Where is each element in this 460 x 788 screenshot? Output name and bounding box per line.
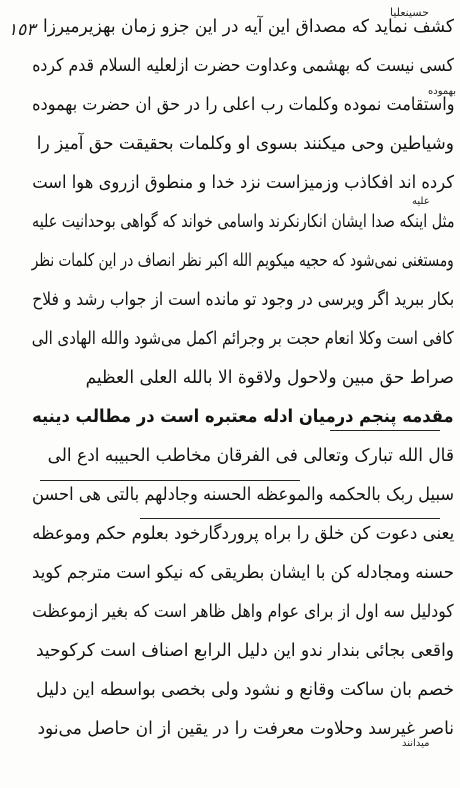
rubric-overline [330,430,440,431]
text-line: یعنی دعوت کن خلق را براه پروردگارخود بعلوم حکم وموعظه [31,523,454,545]
text-line: واستقامت نموده وکلمات رب اعلی را در حق ان حضرت بهموده [31,94,454,116]
text-line: وشیاطین وحی میکنند بسوی او وکلمات بحقیقت حق آمیز را [36,133,454,155]
text-line: واقعی بجائی بندار ندو این دلیل الرابع اصناف است کرکوحید [35,640,454,662]
section-heading-line: مقدمه پنجم درمیان ادله معتبره است در مطالب دینیه [32,406,454,428]
text-line: ومستغنی نمی‌شود که حجیه میکویم الله اکبر نظر انصاف در این کلمات نظر [32,250,454,272]
text-line: کافی است وکلا انعام حجت بر وجرائم اکمل می‌شود والله الهادی الی [31,328,454,350]
text-line: ناصر غیرسد وحلاوت معرفت را در یقین از ان حاصل می‌نود [37,718,454,740]
rubric-overline [140,518,440,519]
marginal-gloss: میدانند [402,738,430,749]
text-line: حسنه ومجادله کن با ایشان بطریقی که نیکو است مترجم کوید [32,562,454,584]
manuscript-text-block [28,8,457,749]
text-line: صراط حق مبین ولاحول ولاقوة الا بالله العلی العظیم [85,367,454,389]
page-number: ١٥٣ [8,20,36,40]
marginal-gloss: بهموده [428,86,457,97]
text-line: کرده اند افکاذب وزمیزاست نزد خدا و منطوق ازروی هوا است [32,172,454,194]
marginal-note-top: حسینعلیا [390,6,429,19]
text-line: خصم بان ساکت وقانع و نشود ولی بخصی بواسطه این دلیل [36,679,454,701]
text-line: بکار ببرید اگر ویرسی در وجود تو مانده است از جواب رشد و فلاح [31,289,454,311]
text-line: قال الله تبارک وتعالی فی الفرقان مخاطب الحبیبه ادع الی [47,445,454,467]
text-line: کسی نیست که بهشمی وعداوت حضرت ازلعلیه السلام قدم کرده [32,55,454,77]
text-line: کشف نماید که مصداق این آیه در این جزو زمان بهزیرمیرزا [42,16,454,38]
text-line: سبیل ربک بالحکمه والموعظه الحسنه وجادلهم بالتی هی احسن [31,484,454,506]
marginal-gloss: علیه [412,196,430,207]
text-line: مثل اینکه صدا ایشان انکارنکرند واسامی خواند که گواهی بوحدانیت علیه [31,211,454,233]
text-line: کودلیل سه اول از برای عوام واهل ظاهر است که بغیر ازموعظت [32,601,454,623]
rubric-overline [40,480,300,481]
